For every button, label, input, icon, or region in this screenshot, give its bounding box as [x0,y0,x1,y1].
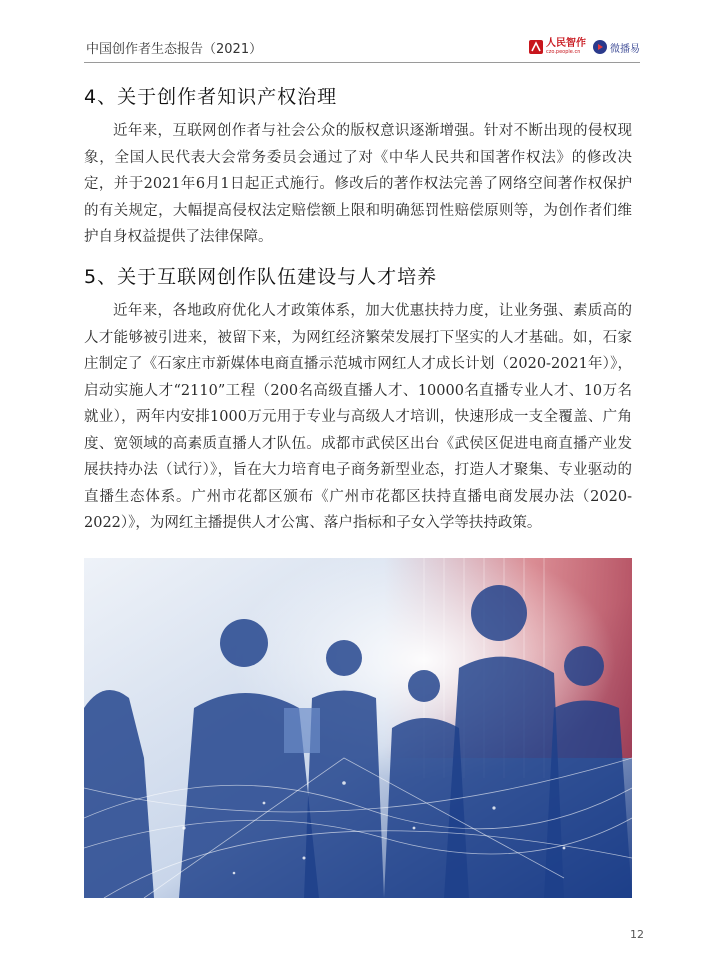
weiboyi-logo [592,39,640,55]
logo1-name: 人民智作 [546,38,586,49]
report-title: 中国创作者生态报告（2021） [86,42,263,57]
paragraph-talent: 近年来，各地政府优化人才政策体系，加大优惠扶持力度，让业务强、素质高的人才能够被引进来，被留下来，为网红经济繁荣发展打下坚实的人才基础。如，石家庄制定了《石家庄市新媒体电商直播示范城市网红人才成长计划（2020-2021年）》，启动实施人才“2110”工程（200名高级直播人才、10000名直播专业人才、10万名就业），两年内安排1000万元用于专业与高级人才培训，快速形成一支全覆盖、广角度、宽领域的高素质直播人才队伍。成都市武侯区出台《武侯区促进电商直播产业发展扶持办法（试行）》，旨在大力培育电子商务新型业态，打造人才聚集、专业驱动的直播生态体系。广州市花都区颁布《广州市花都区扶持直播电商发展办法（2020-2022）》，为网红主播提供人才公寓、落户指标和子女入学等扶持政策。 [84,303,632,531]
section-heading-talent: 5、关于互联网创作队伍建设与人才培养 [84,266,438,288]
business-people-photo [84,558,632,898]
people-zhizuo-logo [529,39,586,55]
section-heading-ip-governance: 4、关于创作者知识产权治理 [84,86,338,108]
paragraph-ip-governance: 近年来，互联网创作者与社会公众的版权意识逐渐增强。针对不断出现的侵权现象，全国人民代表大会常务委员会通过了对《中华人民共和国著作权法》的修改决定，并于2021年6月1日起正式施行。修改后的著作权法完善了网络空间著作权保护的有关规定，大幅提高侵权法定赔偿额上限和明确惩罚性赔偿原则等，为创作者们维护自身权益提供了法律保障。 [84,123,632,245]
page-header [84,38,640,63]
page-number: 12 [630,928,644,941]
weiboyi-logo-icon [592,39,608,55]
logo2-name: 微播易 [610,43,640,55]
logo1-url: czo.people.cn [546,49,581,55]
people-logo-icon [529,40,543,54]
header-logos [529,34,640,60]
photo-illustration [84,558,632,898]
